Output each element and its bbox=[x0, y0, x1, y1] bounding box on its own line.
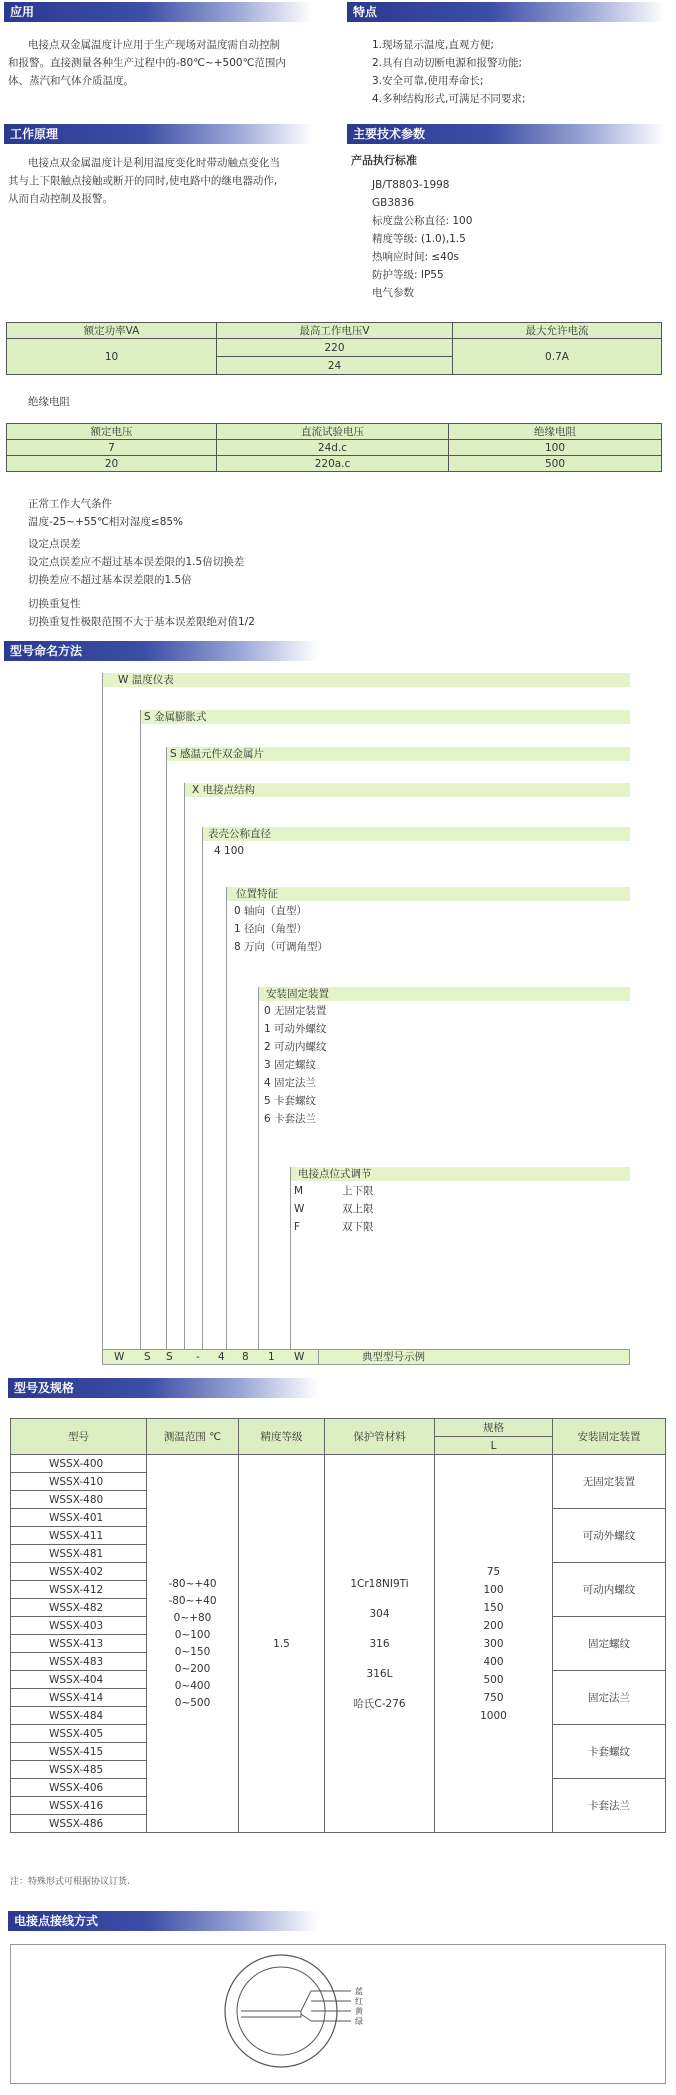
mount-item: 2 可动内螺纹 bbox=[264, 1041, 327, 1053]
naming-line-x bbox=[184, 783, 185, 1363]
wire-label: 红 bbox=[355, 1997, 363, 2006]
material-cell bbox=[325, 1455, 435, 1833]
length-value: 150 bbox=[483, 1601, 504, 1614]
param-item: 精度等级: (1.0),1.5 bbox=[372, 233, 466, 245]
feature-item: 3.安全可靠,使用寿命长; bbox=[372, 75, 484, 87]
principle-text bbox=[8, 154, 328, 208]
naming-s2-band bbox=[166, 747, 630, 761]
voltage-value: 220 bbox=[217, 339, 453, 357]
param-item: JB/T8803-1998 bbox=[372, 179, 450, 191]
model-cell: WSSX-410 bbox=[11, 1473, 147, 1491]
section-title-wiring: 电接点接线方式 bbox=[8, 1911, 318, 1931]
range-value: 0~500 bbox=[174, 1696, 211, 1709]
mount-item: 5 卡套螺纹 bbox=[264, 1095, 317, 1107]
naming-line-s1 bbox=[140, 710, 141, 1363]
section-title-features: 特点 bbox=[347, 2, 665, 22]
insulation-header: 直流试验电压 bbox=[217, 424, 449, 440]
example-char: 4 bbox=[218, 1351, 225, 1363]
mount-cell: 无固定装置 bbox=[553, 1455, 666, 1509]
model-cell: WSSX-486 bbox=[11, 1815, 147, 1833]
param-item: 热响应时间: ≤40s bbox=[372, 251, 460, 263]
naming-line-pos bbox=[226, 887, 227, 1363]
principle-line: 从而自动控制及报警。 bbox=[8, 193, 113, 205]
naming-w-text: W 温度仪表 bbox=[118, 674, 174, 686]
mount-item: 0 无固定装置 bbox=[264, 1005, 327, 1017]
naming-pos-items bbox=[234, 902, 328, 956]
condition-line: 切换重复性极限范围不大于基本误差限绝对值1/2 bbox=[28, 616, 255, 628]
accuracy-cell: 1.5 bbox=[239, 1455, 325, 1833]
model-cell: WSSX-404 bbox=[11, 1671, 147, 1689]
length-value: 300 bbox=[483, 1637, 504, 1650]
model-cell: WSSX-415 bbox=[11, 1743, 147, 1761]
contact-code: M bbox=[294, 1185, 304, 1197]
spec-header-accuracy: 精度等级 bbox=[239, 1419, 325, 1455]
material-value: 哈氏C-276 bbox=[353, 1697, 406, 1710]
section-title-principle: 工作原理 bbox=[4, 124, 312, 144]
wire-label: 黄 bbox=[355, 2007, 363, 2016]
naming-dial-title: 表壳公称直径 bbox=[208, 828, 271, 840]
naming-line-dial bbox=[202, 827, 203, 1363]
length-cell bbox=[435, 1455, 553, 1833]
model-cell: WSSX-481 bbox=[11, 1545, 147, 1563]
mount-item: 1 可动外螺纹 bbox=[264, 1023, 327, 1035]
example-char: S bbox=[144, 1351, 151, 1363]
model-cell: WSSX-480 bbox=[11, 1491, 147, 1509]
length-value: 1000 bbox=[480, 1709, 507, 1722]
insulation-cell: 220a.c bbox=[217, 456, 449, 472]
length-value: 200 bbox=[483, 1619, 504, 1632]
mount-item: 3 固定螺纹 bbox=[264, 1059, 317, 1071]
pos-item: 0 轴向（直型） bbox=[234, 905, 308, 917]
material-value: 304 bbox=[369, 1607, 390, 1620]
spec-header-spec: 规格 bbox=[435, 1419, 553, 1437]
naming-contact-band bbox=[290, 1167, 630, 1181]
voltage-header: 最高工作电压V bbox=[217, 323, 453, 339]
condition-line: 切换重复性 bbox=[28, 598, 81, 610]
spec-header-spec-sub: L bbox=[435, 1437, 553, 1455]
range-value: -80~+40 bbox=[168, 1594, 217, 1607]
spec-table bbox=[10, 1418, 666, 1833]
contact-desc: 双上限 bbox=[342, 1203, 374, 1215]
insulation-table bbox=[6, 423, 662, 472]
mount-cell: 可动内螺纹 bbox=[553, 1563, 666, 1617]
insulation-cell: 100 bbox=[449, 440, 662, 456]
mount-cell: 固定法兰 bbox=[553, 1671, 666, 1725]
length-value: 75 bbox=[486, 1565, 501, 1578]
contact-item bbox=[294, 1218, 374, 1236]
mount-item: 6 卡套法兰 bbox=[264, 1113, 317, 1125]
naming-mount-items bbox=[264, 1002, 327, 1128]
naming-mount-title: 安装固定装置 bbox=[266, 988, 329, 1000]
wiring-diagram bbox=[11, 1945, 667, 2085]
pos-item: 1 径向（角型） bbox=[234, 923, 308, 935]
application-line: 和报警。直接测量各种生产过程中的-80℃~+500℃范围内 bbox=[8, 57, 286, 69]
mount-item: 4 固定法兰 bbox=[264, 1077, 317, 1089]
voltage-value: 24 bbox=[217, 357, 453, 375]
power-value: 10 bbox=[7, 339, 217, 375]
naming-contact-title: 电接点位式调节 bbox=[298, 1168, 372, 1180]
naming-pos-title: 位置特征 bbox=[236, 888, 278, 900]
range-value: 0~100 bbox=[174, 1628, 211, 1641]
naming-s2-text: S 感温元件双金属片 bbox=[170, 748, 265, 760]
range-value: 0~150 bbox=[174, 1645, 211, 1658]
range-cell bbox=[147, 1455, 239, 1833]
insulation-header: 额定电压 bbox=[7, 424, 217, 440]
power-header: 额定功率VA bbox=[7, 323, 217, 339]
model-cell: WSSX-416 bbox=[11, 1797, 147, 1815]
insulation-cell: 20 bbox=[7, 456, 217, 472]
param-item: 标度盘公称直径: 100 bbox=[372, 215, 473, 227]
model-cell: WSSX-401 bbox=[11, 1509, 147, 1527]
model-cell: WSSX-482 bbox=[11, 1599, 147, 1617]
model-cell: WSSX-411 bbox=[11, 1527, 147, 1545]
model-cell: WSSX-413 bbox=[11, 1635, 147, 1653]
conditions-block bbox=[28, 495, 255, 631]
spec-header-model: 型号 bbox=[11, 1419, 147, 1455]
model-cell: WSSX-405 bbox=[11, 1725, 147, 1743]
naming-example-divider bbox=[318, 1349, 319, 1365]
length-value: 750 bbox=[483, 1691, 504, 1704]
naming-example-label: 典型型号示例 bbox=[362, 1351, 425, 1363]
naming-line-w bbox=[102, 673, 103, 1363]
example-char: W bbox=[114, 1351, 125, 1363]
naming-mount-band bbox=[258, 987, 630, 1001]
naming-line-s2 bbox=[166, 747, 167, 1363]
naming-x-text: X 电接点结构 bbox=[192, 784, 256, 796]
range-value: 0~200 bbox=[174, 1662, 211, 1675]
condition-line: 设定点误差应不超过基本误差限的1.5倍切换差 bbox=[28, 556, 245, 568]
feature-item: 4.多种结构形式,可满足不同要求; bbox=[372, 93, 526, 105]
features-list bbox=[372, 36, 662, 108]
wire-label: 蓝 bbox=[355, 1987, 363, 1996]
naming-pos-band bbox=[226, 887, 630, 901]
wire-label: 绿 bbox=[355, 2017, 363, 2026]
principle-line: 其与上下限触点接触或断开的同时,使电路中的继电器动作, bbox=[8, 175, 278, 187]
application-text bbox=[8, 36, 318, 90]
standards-title: 产品执行标准 bbox=[351, 154, 417, 167]
material-value: 316L bbox=[366, 1667, 393, 1680]
mount-cell: 卡套法兰 bbox=[553, 1779, 666, 1833]
example-char: 8 bbox=[242, 1351, 249, 1363]
naming-line-contact bbox=[290, 1167, 291, 1363]
application-line: 电接点双金属温度计应用于生产现场对温度需自动控制 bbox=[28, 39, 280, 51]
condition-line: 正常工作大气条件 bbox=[28, 498, 112, 510]
model-cell: WSSX-400 bbox=[11, 1455, 147, 1473]
model-cell: WSSX-483 bbox=[11, 1653, 147, 1671]
model-cell: WSSX-402 bbox=[11, 1563, 147, 1581]
contact-arm bbox=[241, 2011, 301, 2017]
example-char: S bbox=[166, 1351, 173, 1363]
naming-dial-value: 4 100 bbox=[214, 845, 245, 857]
condition-line: 温度-25~+55℃相对湿度≤85% bbox=[28, 516, 184, 528]
param-item: GB3836 bbox=[372, 197, 415, 209]
section-title-models: 型号及规格 bbox=[8, 1378, 318, 1398]
principle-line: 电接点双金属温度计是利用温度变化时带动触点变化当 bbox=[28, 157, 280, 169]
range-value: -80~+40 bbox=[168, 1577, 217, 1590]
material-value: 1Cr18NI9Ti bbox=[350, 1577, 409, 1590]
feature-item: 2.具有自动切断电源和报警功能; bbox=[372, 57, 523, 69]
spec-header-range: 测温范围 ℃ bbox=[147, 1419, 239, 1455]
current-value: 0.7A bbox=[453, 339, 662, 375]
param-item: 防护等级: IP55 bbox=[372, 269, 444, 281]
mount-cell: 卡套螺纹 bbox=[553, 1725, 666, 1779]
note-text: 注：特殊形式可根据协议订货. bbox=[10, 1877, 130, 1887]
condition-line: 设定点误差 bbox=[28, 538, 81, 550]
model-cell: WSSX-485 bbox=[11, 1761, 147, 1779]
naming-x-band bbox=[184, 783, 630, 797]
length-value: 100 bbox=[483, 1583, 504, 1596]
naming-line-mount bbox=[258, 987, 259, 1363]
spec-header-material: 保护管材料 bbox=[325, 1419, 435, 1455]
mount-cell: 固定螺纹 bbox=[553, 1617, 666, 1671]
range-value: 0~400 bbox=[174, 1679, 211, 1692]
tech-params-list bbox=[372, 176, 662, 302]
contact-desc: 上下限 bbox=[342, 1185, 374, 1197]
contact-code: F bbox=[294, 1221, 301, 1233]
naming-contact-items bbox=[294, 1182, 374, 1236]
model-cell: WSSX-414 bbox=[11, 1689, 147, 1707]
contact-code: W bbox=[294, 1203, 305, 1215]
spec-header-mount: 安装固定装置 bbox=[553, 1419, 666, 1455]
length-value: 400 bbox=[483, 1655, 504, 1668]
wiring-diagram-box bbox=[10, 1944, 666, 2084]
wire-line bbox=[301, 1991, 311, 2011]
model-cell: WSSX-403 bbox=[11, 1617, 147, 1635]
naming-s1-text: S 金属膨胀式 bbox=[144, 711, 207, 723]
naming-s1-band bbox=[140, 710, 630, 724]
insulation-cell: 7 bbox=[7, 440, 217, 456]
contact-item bbox=[294, 1182, 374, 1200]
condition-line: 切换差应不超过基本误差限的1.5倍 bbox=[28, 574, 192, 586]
section-title-tech-params: 主要技术参数 bbox=[347, 124, 665, 144]
material-value: 316 bbox=[369, 1637, 390, 1650]
naming-dial-band bbox=[202, 827, 630, 841]
insulation-header: 绝缘电阻 bbox=[449, 424, 662, 440]
feature-item: 1.现场显示温度,直观方便; bbox=[372, 39, 494, 51]
pos-item: 8 万向（可调角型） bbox=[234, 941, 329, 953]
insulation-label: 绝缘电阻 bbox=[28, 396, 70, 408]
model-cell: WSSX-406 bbox=[11, 1779, 147, 1797]
contact-item bbox=[294, 1200, 374, 1218]
param-item: 电气参数 bbox=[372, 287, 414, 299]
example-char: - bbox=[196, 1351, 200, 1363]
example-char: W bbox=[294, 1351, 305, 1363]
insulation-cell: 24d.c bbox=[217, 440, 449, 456]
insulation-cell: 500 bbox=[449, 456, 662, 472]
power-table bbox=[6, 322, 662, 375]
model-cell: WSSX-412 bbox=[11, 1581, 147, 1599]
length-value: 500 bbox=[483, 1673, 504, 1686]
naming-w-band bbox=[102, 673, 630, 687]
range-value: 0~+80 bbox=[173, 1611, 212, 1624]
application-line: 体、蒸汽和气体介质温度。 bbox=[8, 75, 134, 87]
section-title-application: 应用 bbox=[4, 2, 312, 22]
wire-line bbox=[301, 2014, 311, 2021]
mount-cell: 可动外螺纹 bbox=[553, 1509, 666, 1563]
current-header: 最大允许电流 bbox=[453, 323, 662, 339]
model-cell: WSSX-484 bbox=[11, 1707, 147, 1725]
contact-desc: 双下限 bbox=[342, 1221, 374, 1233]
example-char: 1 bbox=[268, 1351, 275, 1363]
section-title-naming: 型号命名方法 bbox=[4, 641, 318, 661]
